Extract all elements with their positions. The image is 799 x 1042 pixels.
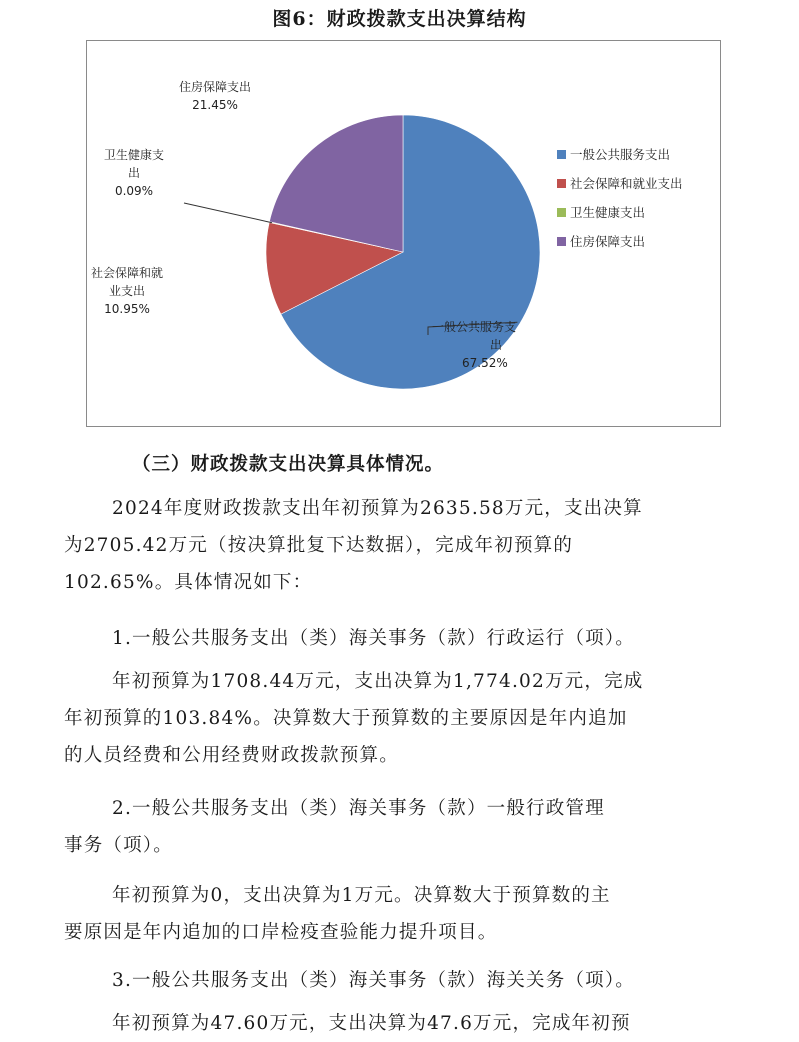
legend-label: 卫生健康支出 xyxy=(570,205,646,220)
paragraph-item-1-body xyxy=(64,663,736,774)
section-heading: （三）财政拨款支出决算具体情况。 xyxy=(132,454,445,475)
paragraph-item-1-title xyxy=(64,620,736,657)
text-line: 2024年度财政拨款支出年初预算为2635.58万元，支出决算 xyxy=(112,498,643,519)
paragraph-item-3-title xyxy=(64,962,736,999)
pie-chart-canvas xyxy=(87,41,720,426)
text-line: 要原因是年内追加的口岸检疫查验能力提升项目。 xyxy=(64,922,498,943)
paragraph-summary xyxy=(64,490,736,601)
text-line: 2.一般公共服务支出（类）海关事务（款）一般行政管理 xyxy=(112,798,605,819)
text-line: 年初预算为47.60万元，支出决算为47.6万元，完成年初预 xyxy=(112,1013,631,1034)
text-line: 1.一般公共服务支出（类）海关事务（款）行政运行（项）。 xyxy=(112,628,636,649)
figure-title: 图6：财政拨款支出决算结构 xyxy=(272,8,527,30)
text-line: 3.一般公共服务支出（类）海关事务（款）海关关务（项）。 xyxy=(112,970,636,991)
text-line: 的人员经费和公用经费财政拨款预算。 xyxy=(64,745,399,766)
legend-swatch xyxy=(557,179,566,188)
slice-data-label: 住房保障支出 21.45% xyxy=(178,80,252,112)
paragraph-item-2-body xyxy=(64,877,736,951)
legend-swatch xyxy=(557,237,566,246)
legend-label: 一般公共服务支出 xyxy=(570,147,671,162)
slice-data-label: 卫生健康支出 0.09% xyxy=(103,148,165,198)
paragraph-item-3-body xyxy=(64,1005,736,1042)
pie-chart xyxy=(86,40,721,427)
text-line: 年初预算为1708.44万元，支出决算为1,774.02万元，完成 xyxy=(112,671,644,692)
text-line: 102.65%。具体情况如下： xyxy=(64,572,313,593)
legend-swatch xyxy=(557,150,566,159)
text-line: 事务（项）。 xyxy=(64,835,173,856)
text-line: 年初预算为0，支出决算为1万元。决算数大于预算数的主 xyxy=(112,885,611,906)
legend-swatch xyxy=(557,208,566,217)
paragraph-item-2-title xyxy=(64,790,736,864)
leader-line xyxy=(184,203,272,223)
legend-label: 住房保障支出 xyxy=(570,234,646,249)
slice-data-label: 社会保障和就业支出 10.95% xyxy=(90,266,164,316)
text-line: 年初预算的103.84%。决算数大于预算数的主要原因是年内追加 xyxy=(64,708,628,729)
text-line: 为2705.42万元（按决算批复下达数据），完成年初预算的 xyxy=(64,535,574,556)
legend-label: 社会保障和就业支出 xyxy=(570,176,683,191)
slice-data-label: 一般公共服务支出 67.52% xyxy=(432,320,517,370)
